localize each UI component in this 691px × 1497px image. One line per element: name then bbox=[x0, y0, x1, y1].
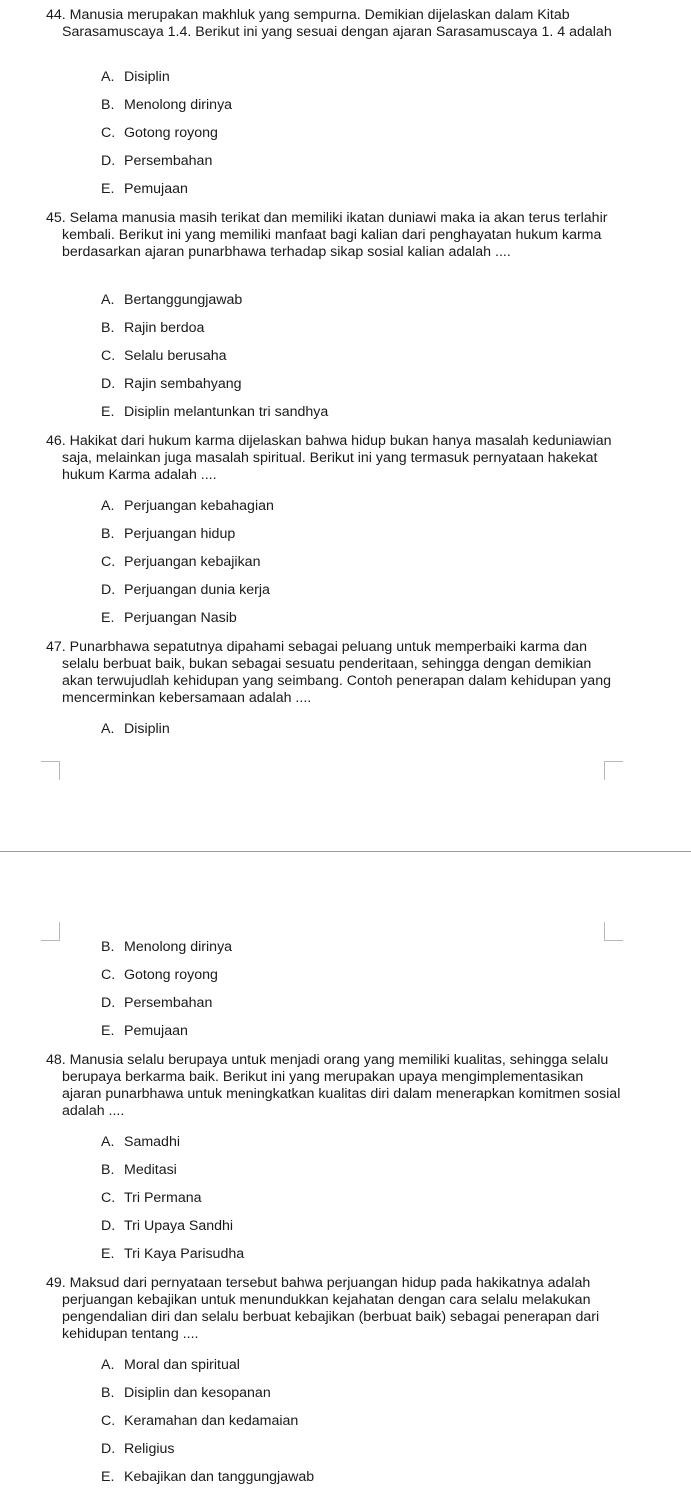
q49-option-e[interactable] bbox=[101, 1469, 314, 1486]
option-letter: D. bbox=[101, 376, 116, 392]
option-text: Religius bbox=[124, 1441, 175, 1457]
option-text: Tri Kaya Parisudha bbox=[124, 1246, 245, 1262]
option-letter: D. bbox=[101, 582, 116, 598]
option-text: Tri Permana bbox=[124, 1190, 202, 1206]
option-text: Disiplin melantunkan tri sandhya bbox=[124, 404, 329, 420]
q45-option-c[interactable] bbox=[101, 348, 227, 365]
option-letter: A. bbox=[101, 1357, 115, 1373]
q47-option-c[interactable] bbox=[101, 967, 218, 984]
q47-option-e[interactable] bbox=[101, 1023, 188, 1040]
q45-option-b[interactable] bbox=[101, 320, 204, 337]
option-letter: C. bbox=[101, 1413, 116, 1429]
option-text: Persembahan bbox=[124, 995, 213, 1011]
option-letter: D. bbox=[101, 1218, 116, 1234]
q45-option-a[interactable] bbox=[101, 292, 242, 309]
option-text: Gotong royong bbox=[124, 125, 218, 141]
option-text: Disiplin dan kesopanan bbox=[124, 1385, 271, 1401]
page-corner-mark bbox=[604, 761, 623, 780]
q44-option-a[interactable] bbox=[101, 69, 170, 86]
option-text: Gotong royong bbox=[124, 967, 218, 983]
option-text: Selalu berusaha bbox=[124, 348, 227, 364]
q45-option-d[interactable] bbox=[101, 376, 242, 393]
q44-option-c[interactable] bbox=[101, 125, 218, 142]
option-letter: C. bbox=[101, 1190, 116, 1206]
option-letter: B. bbox=[101, 526, 115, 542]
option-letter: B. bbox=[101, 1385, 115, 1401]
q49-option-c[interactable] bbox=[101, 1413, 298, 1430]
q48-option-a[interactable] bbox=[101, 1134, 180, 1151]
option-text: Perjuangan kebahagian bbox=[124, 498, 274, 514]
q48-option-b[interactable] bbox=[101, 1162, 177, 1179]
option-letter: D. bbox=[101, 995, 116, 1011]
option-text: Pemujaan bbox=[124, 1023, 188, 1039]
option-text: Persembahan bbox=[124, 153, 213, 169]
option-text: Samadhi bbox=[124, 1134, 180, 1150]
option-text: Moral dan spiritual bbox=[124, 1357, 240, 1373]
question-48-text: 48. Manusia selalu berupaya untuk menjadi orang yang memiliki kualitas, sehingga selalu berupaya berkarma baik. Berikut ini yang merupakan upaya mengimplementasikan ajaran punarbhawa untuk meningkatkan kualitas diri dalam menerapkan komitmen sosial adalah .... bbox=[46, 1052, 621, 1120]
option-letter: B. bbox=[101, 939, 115, 955]
option-letter: E. bbox=[101, 181, 115, 197]
q44-option-d[interactable] bbox=[101, 153, 212, 170]
q49-option-a[interactable] bbox=[101, 1357, 240, 1374]
option-letter: E. bbox=[101, 610, 115, 626]
option-letter: B. bbox=[101, 320, 115, 336]
q48-option-e[interactable] bbox=[101, 1246, 244, 1263]
option-letter: E. bbox=[101, 1469, 115, 1485]
option-letter: D. bbox=[101, 153, 116, 169]
option-text: Rajin berdoa bbox=[124, 320, 205, 336]
page-corner-mark bbox=[41, 761, 60, 780]
question-45-text: 45. Selama manusia masih terikat dan memiliki ikatan duniawi maka ia akan terus terlahir kembali. Berikut ini yang memiliki manfaat bagi kalian dari penghayatan hukum karma berdasarkan ajaran punarbhawa terhadap sikap sosial kalian adalah .... bbox=[46, 210, 608, 261]
q49-option-b[interactable] bbox=[101, 1385, 271, 1402]
q49-option-d[interactable] bbox=[101, 1441, 174, 1458]
option-letter: C. bbox=[101, 554, 116, 570]
q44-option-e[interactable] bbox=[101, 181, 188, 198]
option-text: Meditasi bbox=[124, 1162, 177, 1178]
option-letter: B. bbox=[101, 97, 115, 113]
option-letter: A. bbox=[101, 721, 115, 737]
q48-option-d[interactable] bbox=[101, 1218, 233, 1235]
question-49-text: 49. Maksud dari pernyataan tersebut bahwa perjuangan hidup pada hakikatnya adalah perjuangan kebajikan untuk menundukkan kejahatan dengan cara selalu melakukan pengendalian diri dan selalu berbuat kebajikan (berbuat baik) sebagai penerapan dari kehidupan tentang .... bbox=[46, 1275, 600, 1343]
option-letter: D. bbox=[101, 1441, 116, 1457]
option-text: Pemujaan bbox=[124, 181, 188, 197]
option-text: Tri Upaya Sandhi bbox=[124, 1218, 234, 1234]
option-letter: C. bbox=[101, 348, 116, 364]
option-letter: C. bbox=[101, 967, 116, 983]
option-text: Kebajikan dan tanggungjawab bbox=[124, 1469, 315, 1485]
option-text: Perjuangan Nasib bbox=[124, 610, 237, 626]
q46-option-b[interactable] bbox=[101, 526, 235, 543]
page-break-divider bbox=[0, 851, 691, 852]
q46-option-e[interactable] bbox=[101, 610, 237, 627]
page-corner-mark bbox=[604, 922, 623, 941]
option-text: Keramahan dan kedamaian bbox=[124, 1413, 299, 1429]
option-letter: A. bbox=[101, 498, 115, 514]
q46-option-d[interactable] bbox=[101, 582, 270, 599]
option-text: Perjuangan kebajikan bbox=[124, 554, 261, 570]
question-47-text: 47. Punarbhawa sepatutnya dipahami sebagai peluang untuk memperbaiki karma dan selalu berbuat baik, bukan sebagai sesuatu penderitaan, sehingga dengan demikian akan terwujudlah kehidupan yang seimbang. Contoh penerapan dalam kehidupan yang mencerminkan kebersamaan adalah .... bbox=[46, 639, 611, 707]
option-text: Disiplin bbox=[124, 721, 170, 737]
option-letter: E. bbox=[101, 1246, 115, 1262]
option-text: Menolong dirinya bbox=[124, 97, 233, 113]
option-letter: C. bbox=[101, 125, 116, 141]
option-letter: A. bbox=[101, 292, 115, 308]
question-46-text: 46. Hakikat dari hukum karma dijelaskan bahwa hidup bukan hanya masalah keduniawian saja, melainkan juga masalah spiritual. Berikut ini yang termasuk pernyataan hakekat hukum Karma adalah .... bbox=[46, 433, 612, 484]
option-text: Bertanggungjawab bbox=[124, 292, 243, 308]
q46-option-a[interactable] bbox=[101, 498, 274, 515]
option-text: Menolong dirinya bbox=[124, 939, 233, 955]
page-corner-mark bbox=[41, 922, 60, 941]
option-text: Perjuangan dunia kerja bbox=[124, 582, 270, 598]
option-text: Perjuangan hidup bbox=[124, 526, 236, 542]
q47-option-d[interactable] bbox=[101, 995, 212, 1012]
question-44-text: 44. Manusia merupakan makhluk yang sempurna. Demikian dijelaskan dalam Kitab Sarasamuscaya 1.4. Berikut ini yang sesuai dengan ajaran Sarasamuscaya 1. 4 adalah bbox=[46, 7, 612, 41]
option-text: Disiplin bbox=[124, 69, 170, 85]
q47-option-b[interactable] bbox=[101, 939, 232, 956]
option-letter: E. bbox=[101, 1023, 115, 1039]
q46-option-c[interactable] bbox=[101, 554, 260, 571]
option-text: Rajin sembahyang bbox=[124, 376, 242, 392]
option-letter: E. bbox=[101, 404, 115, 420]
q47-option-a[interactable] bbox=[101, 721, 170, 738]
q48-option-c[interactable] bbox=[101, 1190, 202, 1207]
q44-option-b[interactable] bbox=[101, 97, 232, 114]
option-letter: B. bbox=[101, 1162, 115, 1178]
q45-option-e[interactable] bbox=[101, 404, 328, 421]
option-letter: A. bbox=[101, 1134, 115, 1150]
option-letter: A. bbox=[101, 69, 115, 85]
